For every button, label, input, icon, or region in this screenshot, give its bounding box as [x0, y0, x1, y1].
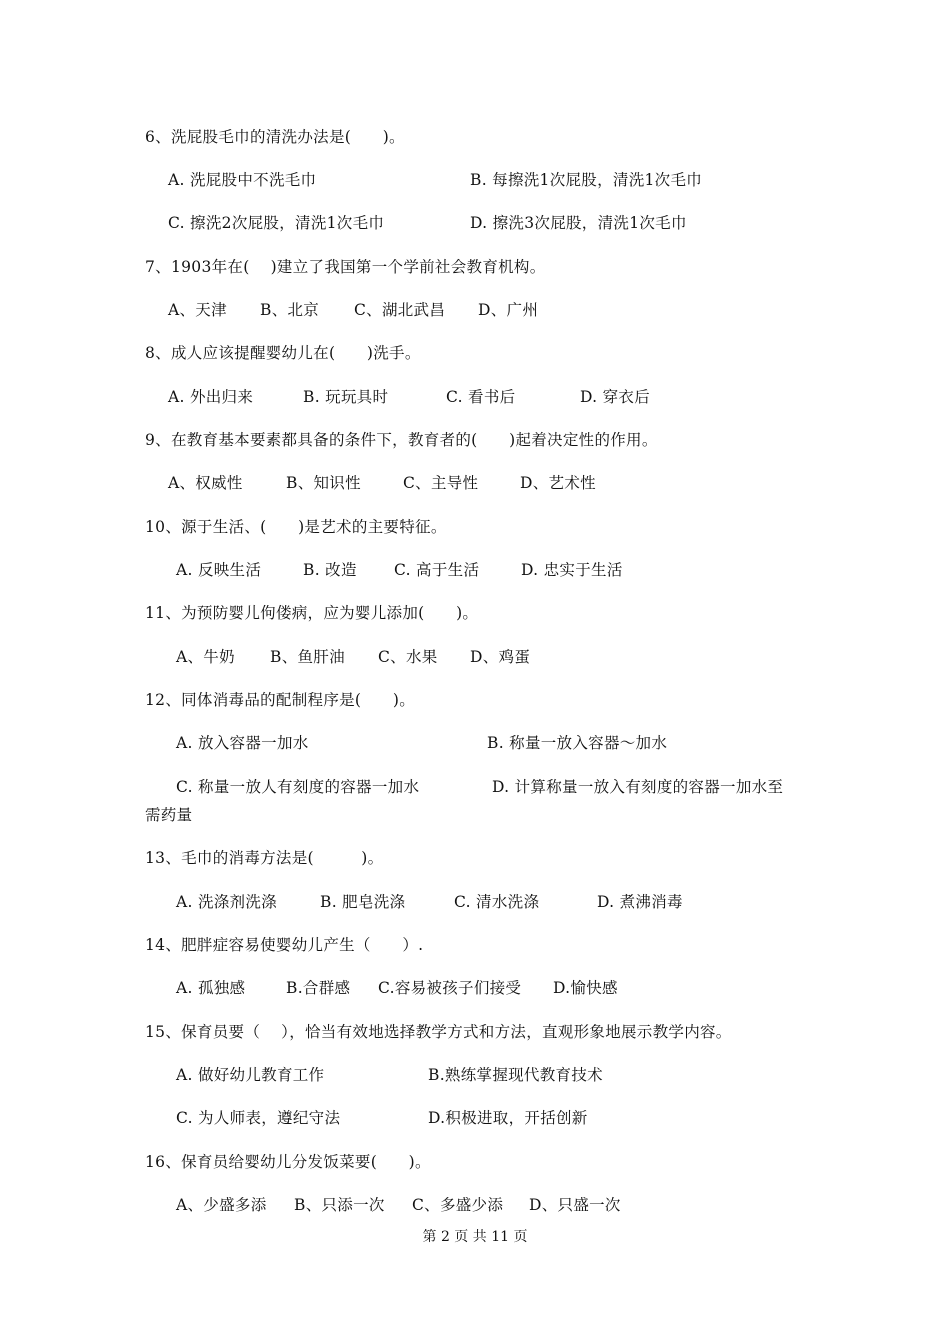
- question-9-option-c: C、主导性: [403, 474, 479, 492]
- question-11-option-b: B、鱼肝油: [270, 648, 345, 666]
- question-12-option-b: B. 称量一放入容器～加水: [487, 734, 668, 752]
- question-16-option-c: C、多盛少添: [412, 1196, 504, 1214]
- question-10-stem: 10、源于生活、( )是艺术的主要特征。: [145, 518, 447, 536]
- question-7-option-c: C、湖北武昌: [354, 301, 446, 319]
- question-15-option-a: A. 做好幼儿教育工作: [176, 1066, 325, 1084]
- question-8-option-d: D. 穿衣后: [580, 388, 651, 406]
- question-8-option-a: A. 外出归来: [168, 388, 254, 406]
- question-13-option-d: D. 煮沸消毒: [597, 893, 683, 911]
- question-13-option-c: C. 清水洗涤: [454, 893, 540, 911]
- question-14-option-b: B.合群感: [286, 979, 351, 997]
- question-15-stem: 15、保育员要（ ），恰当有效地选择教学方式和方法，直观形象地展示教学内容。: [145, 1023, 732, 1041]
- question-6-option-a: A. 洗屁股中不洗毛巾: [168, 171, 317, 189]
- question-6-stem: 6、洗屁股毛巾的清洗办法是( )。: [145, 128, 405, 146]
- question-7-option-b: B、北京: [260, 301, 320, 319]
- question-6-option-d: D. 擦洗3次屁股，清洗1次毛巾: [470, 214, 687, 232]
- question-7-option-d: D、广州: [478, 301, 539, 319]
- question-13-stem: 13、毛巾的消毒方法是( )。: [145, 849, 384, 867]
- question-8-stem: 8、成人应该提醒婴幼儿在( )洗手。: [145, 344, 421, 362]
- question-9-stem: 9、在教育基本要素都具备的条件下，教育者的( )起着决定性的作用。: [145, 431, 658, 449]
- question-12-option-c: C. 称量一放人有刻度的容器一加水: [176, 778, 420, 796]
- question-8-option-c: C. 看书后: [446, 388, 516, 406]
- question-11-option-c: C、水果: [378, 648, 438, 666]
- question-10-option-b: B. 改造: [303, 561, 357, 579]
- question-11-stem: 11、为预防婴儿佝偻病，应为婴儿添加( )。: [145, 604, 479, 622]
- question-16-stem: 16、保育员给婴幼儿分发饭菜要( )。: [145, 1153, 431, 1171]
- question-15-option-c: C. 为人师表，遵纪守法: [176, 1109, 341, 1127]
- question-12-option-a: A. 放入容器一加水: [176, 734, 309, 752]
- question-14-option-d: D.愉快感: [553, 979, 618, 997]
- question-13-option-b: B. 肥皂洗涤: [320, 893, 406, 911]
- question-12-stem: 12、同体消毒品的配制程序是( )。: [145, 691, 416, 709]
- question-11-option-d: D、鸡蛋: [470, 648, 531, 666]
- question-10-option-c: C. 高于生活: [394, 561, 480, 579]
- question-6-option-b: B. 每擦洗1次屁股，清洗1次毛巾: [470, 171, 703, 189]
- question-16-option-a: A、少盛多添: [176, 1196, 267, 1214]
- page-number-footer: 第 2 页 共 11 页: [422, 1229, 528, 1245]
- question-15-option-d: D.积极进取，开括创新: [428, 1109, 588, 1127]
- question-11-option-a: A、牛奶: [176, 648, 235, 666]
- question-16-option-d: D、只盛一次: [529, 1196, 621, 1214]
- question-10-option-d: D. 忠实于生活: [521, 561, 623, 579]
- question-14-option-c: C.容易被孩子们接受: [378, 979, 522, 997]
- question-14-option-a: A. 孤独感: [176, 979, 246, 997]
- question-15-option-b: B.熟练掌握现代教育技术: [428, 1066, 603, 1084]
- question-8-option-b: B. 玩玩具时: [303, 388, 389, 406]
- question-7-option-a: A、天津: [168, 301, 227, 319]
- question-13-option-a: A. 洗涤剂洗涤: [176, 893, 277, 911]
- question-14-stem: 14、肥胖症容易使婴幼儿产生（ ）.: [145, 936, 424, 954]
- question-12-option-d-continued: 需药量: [145, 806, 193, 824]
- question-9-option-a: A、权威性: [168, 474, 243, 492]
- question-12-option-d: D. 计算称量一放入有刻度的容器一加水至: [492, 778, 784, 796]
- question-16-option-b: B、只添一次: [294, 1196, 385, 1214]
- question-6-option-c: C. 擦洗2次屁股，清洗1次毛巾: [168, 214, 385, 232]
- question-7-stem: 7、1903年在( )建立了我国第一个学前社会教育机构。: [145, 258, 546, 276]
- question-9-option-d: D、艺术性: [520, 474, 596, 492]
- question-9-option-b: B、知识性: [286, 474, 361, 492]
- question-10-option-a: A. 反映生活: [176, 561, 262, 579]
